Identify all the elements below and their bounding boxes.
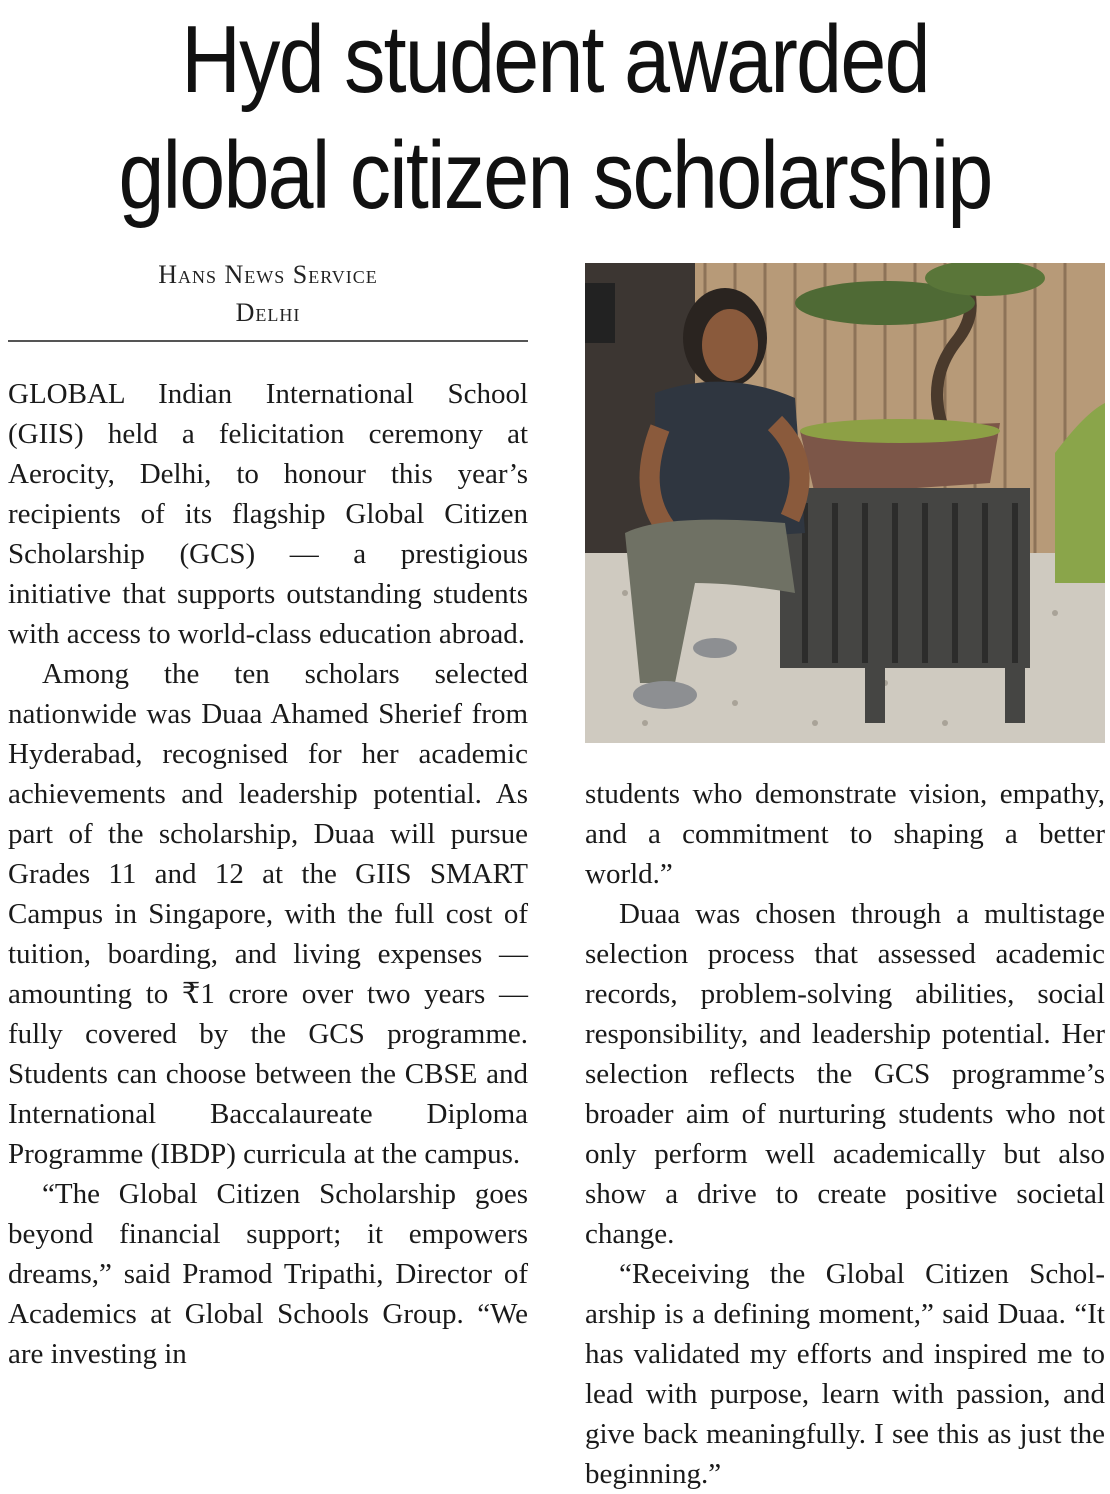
paragraph: GLOBAL Indian International School (GIIS) held a felicitation ceremony at Aerocity, Delhi, to honour this year’s recipients of its flagship Global Citizen Scholarship (GCS) — a prestigious initiative that supports outstanding students with access to world-class education abroad. bbox=[8, 378, 528, 650]
byline-agency: Hans News Service bbox=[158, 260, 378, 289]
paragraph: Duaa was chosen through a multistage selection process that assessed academic records, problem-solving abilities, social responsibility, and leadership potential. Her selection reflects the GCS programme’s broader aim of nurturing students who not only perform well academically but also show a drive to create positive societal change. bbox=[585, 898, 1105, 1250]
article-column-right bbox=[585, 774, 1105, 1494]
byline-location: Delhi bbox=[235, 298, 301, 327]
paragraph: Among the ten scholars selected nationwide was Duaa Ahamed Sherief from Hyderabad, recognised for her academic achievements and leadership potential. As part of the scholarship, Duaa will pursue Grades 11 and 12 at the GIIS SMART Campus in Singapore, with the full cost of tuition, boarding, and living expenses — amounting to ₹1 crore over two years — fully covered by the GCS programme. Students can choose between the CBSE and International Baccalaureate Diploma Programme (IBDP) curricula at the campus. bbox=[8, 658, 528, 1170]
paragraph: “Receiving the Global Citizen Scholarship is a defining moment,” said Duaa. “It has validated my efforts and inspired me to lead with purpose, learn with passion, and give back meaningfully. I see this as just the beginning.” bbox=[585, 1258, 1105, 1490]
paragraph: “The Global Citizen Scholarship goes beyond financial support; it empowers dreams,” said Pramod Tripathi, Director of Academics at Global Schools Group. “We are investing in bbox=[8, 1178, 528, 1370]
headline-line-1: Hyd student awarded bbox=[181, 6, 929, 113]
paragraph: students who demonstrate vision, empathy, and a commitment to shaping a better world.” bbox=[585, 778, 1105, 890]
article-column-left bbox=[8, 374, 528, 1374]
byline-divider bbox=[8, 340, 528, 342]
photo-student-with-bonsai-icon bbox=[585, 263, 1105, 743]
headline bbox=[78, 2, 1033, 234]
byline bbox=[8, 256, 528, 332]
headline-line-2: global citizen scholarship bbox=[118, 122, 992, 229]
student-photo bbox=[585, 263, 1105, 743]
